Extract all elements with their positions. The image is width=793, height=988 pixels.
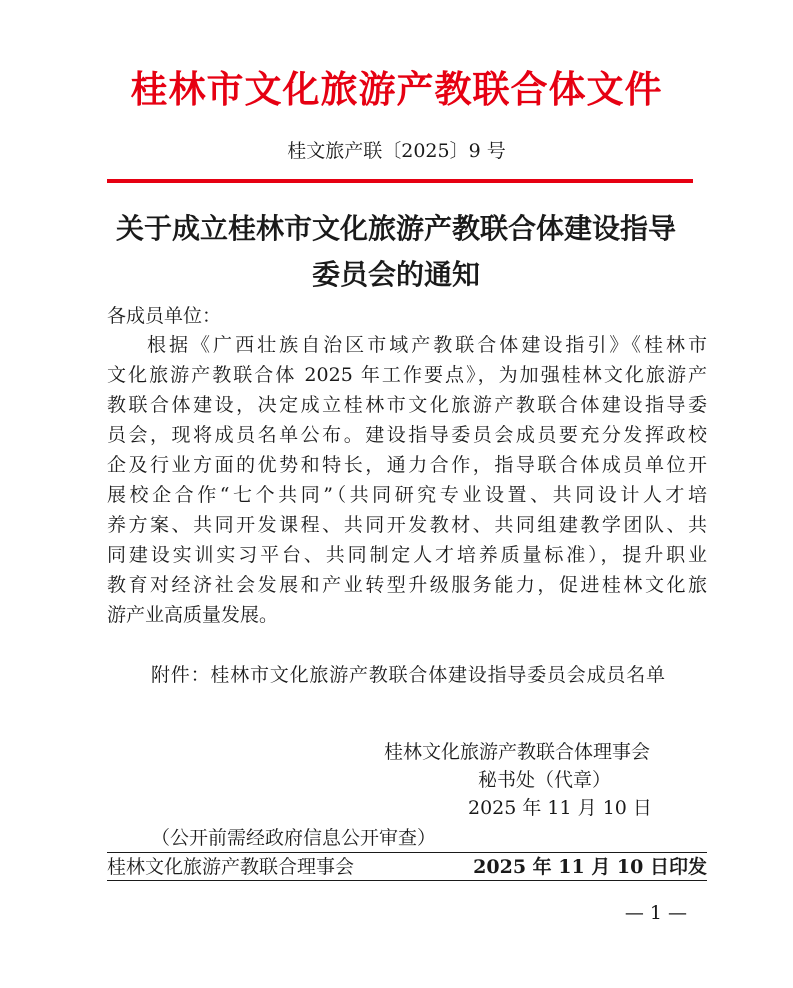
body-line: 文化旅游产教联合体 2025 年工作要点》，为加强桂林文化旅游产 [107,364,707,386]
body-line: 同建设实训实习平台、共同制定人才培养质量标准），提升职业 [107,544,707,566]
footer-issuer: 桂林文化旅游产教联合理事会 [107,856,355,878]
signature-organization: 桂林文化旅游产教联合体理事会 [384,741,651,763]
notice-title-line-1: 关于成立桂林市文化旅游产教联合体建设指导 [115,212,676,245]
header-red-rule [107,179,693,183]
body-line: 根据《广西壮族自治区市域产教联合体建设指引》《桂林市 [147,334,707,356]
document-header-title: 桂林市文化旅游产教联合体文件 [130,67,663,111]
body-line: 教育对经济社会发展和产业转型升级服务能力，促进桂林文化旅 [107,574,707,596]
body-line: 游产业高质量发展。 [107,604,279,626]
page-number: — 1 — [624,902,687,924]
body-line: 企及行业方面的优势和特长，通力合作，指导联合体成员单位开 [107,454,707,476]
signature-office: 秘书处（代章） [478,769,612,791]
body-line: 养方案、共同开发课程、共同开发教材、共同组建教学团队、共 [107,514,707,536]
body-line: 展校企合作“七个共同”（共同研究专业设置、共同设计人才培 [107,484,707,506]
public-disclosure-note: （公开前需经政府信息公开审查） [151,827,437,849]
notice-title-line-2: 委员会的通知 [311,258,480,291]
body-line: 员会，现将成员名单公布。建设指导委员会成员要充分发挥政校 [107,424,707,446]
document-number: 桂文旅产联〔2025〕9 号 [287,140,506,162]
signature-date: 2025 年 11 月 10 日 [468,797,652,819]
attachment-note: 附件：桂林市文化旅游产教联合体建设指导委员会成员名单 [151,664,666,686]
notice-body [107,330,707,630]
footer-top-rule [107,852,707,853]
body-line: 教联合体建设，决定成立桂林市文化旅游产教联合体建设指导委 [107,394,707,416]
footer-issue-date: 2025 年 11 月 10 日印发 [473,856,707,878]
salutation: 各成员单位： [107,305,222,327]
footer-bottom-rule [107,880,707,881]
